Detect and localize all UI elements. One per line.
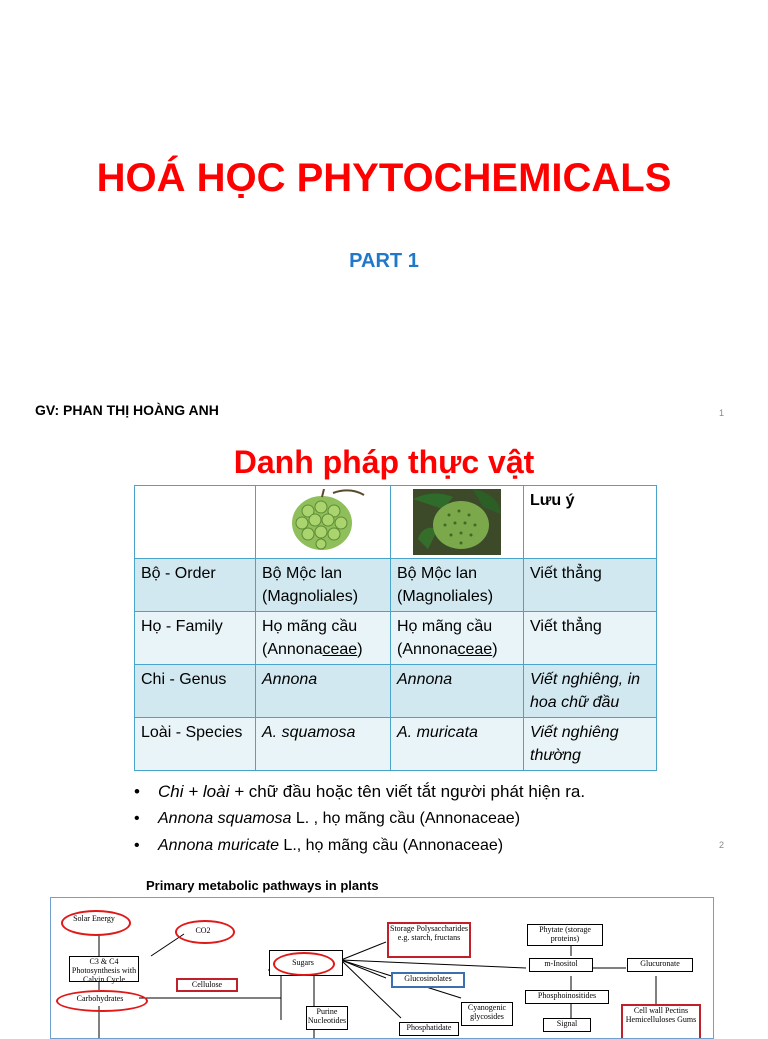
glucosinolates-box: Glucosinolates xyxy=(391,972,465,988)
slide-number: 1 xyxy=(718,408,724,418)
photosynthesis-box: C3 & C4 Photosynthesis with Calvin Cycle xyxy=(69,956,139,982)
teacher-name: GV: PHAN THỊ HOÀNG ANH xyxy=(35,402,219,418)
bullet-italic: Annona squamosa xyxy=(158,810,292,827)
phytate-box: Phytate (storage proteins) xyxy=(527,924,603,946)
table-cell: Viết nghiêng, in hoa chữ đầu xyxy=(524,665,657,718)
list-item: • Annona muricate L., họ mãng cầu (Annonaceae) xyxy=(134,837,504,854)
bullet-text: L., họ mãng cầu (Annonaceae) xyxy=(278,837,504,854)
sugar-apple-image xyxy=(278,489,368,551)
bullet-text: chữ đầu hoặc tên viết tắt người phát hiện ra. xyxy=(248,782,586,801)
phosphatidate-box: Phosphatidate xyxy=(399,1022,459,1036)
cell-text: ) xyxy=(357,641,363,658)
table-cell: Họ - Family xyxy=(135,612,256,665)
cellulose-box: Cellulose xyxy=(176,978,238,992)
table-header-note: Lưu ý xyxy=(524,486,657,559)
table-row xyxy=(135,718,657,771)
soursop-image xyxy=(413,489,501,555)
table-cell: Chi - Genus xyxy=(135,665,256,718)
list-item: • Chi + loài + chữ đầu hoặc tên viết tắt người phát hiện ra. xyxy=(134,782,586,801)
table-row xyxy=(135,665,657,718)
table-cell: Viết nghiêng thường xyxy=(524,718,657,771)
slide-3 xyxy=(0,864,768,1032)
table-cell xyxy=(135,486,256,559)
slide-subtitle: PART 1 xyxy=(349,250,419,272)
storage-polysaccharides-box: Storage Polysaccharides e.g. starch, fructans xyxy=(387,922,471,958)
slide-title: Danh pháp thực vật xyxy=(233,444,535,480)
bullet-list xyxy=(134,778,585,859)
phosphoinositides-box: Phosphoinositides xyxy=(525,990,609,1004)
table-row xyxy=(135,612,657,665)
table-cell: Bộ - Order xyxy=(135,559,256,612)
table-cell: Viết thẳng xyxy=(524,612,657,665)
table-cell: Bộ Mộc lan (Magnoliales) xyxy=(391,559,524,612)
table-cell: Annona xyxy=(256,665,391,718)
table-cell: Loài - Species xyxy=(135,718,256,771)
table-cell xyxy=(391,486,524,559)
table-cell: A. squamosa xyxy=(256,718,391,771)
sugars-label: Sugars xyxy=(292,958,314,967)
nomenclature-table xyxy=(134,485,657,771)
carbohydrates-label: Carbohydrates xyxy=(76,994,124,1003)
cell-wall-box: Cell wall Pectins Hemicelluloses Gums xyxy=(621,1004,701,1039)
slide-2 xyxy=(0,432,768,864)
slide-title: Primary metabolic pathways in plants xyxy=(146,878,379,893)
table-cell: Bộ Mộc lan (Magnoliales) xyxy=(256,559,391,612)
co2-label: CO2 xyxy=(195,926,211,935)
metabolic-pathway-diagram xyxy=(50,897,714,1039)
table-cell: Annona xyxy=(391,665,524,718)
cell-suffix-underlined: ceae xyxy=(322,641,358,658)
table-cell xyxy=(256,486,391,559)
bullet-italic: Chi + loài + xyxy=(158,782,249,801)
cyanogenic-glycosides-box: Cyanogenic glycosides xyxy=(461,1002,513,1026)
m-inositol-box: m-Inositol xyxy=(529,958,593,972)
cell-text: Họ mãng cầu (Annona xyxy=(262,618,358,658)
slide-number: 2 xyxy=(718,840,724,850)
bullet-text: L. , họ mãng cầu (Annonaceae) xyxy=(291,810,521,827)
solar-energy-label: Solar Energy xyxy=(73,914,115,923)
diagram-connectors xyxy=(51,898,713,1038)
signal-box: Signal xyxy=(543,1018,591,1032)
table-header-row xyxy=(135,486,657,559)
slide-1 xyxy=(0,0,768,432)
cell-text: Họ mãng cầu (Annona xyxy=(397,618,493,658)
table-cell xyxy=(256,612,391,665)
table-cell: Viết thẳng xyxy=(524,559,657,612)
slide-title: HOÁ HỌC PHYTOCHEMICALS xyxy=(96,156,672,200)
list-item: • Annona squamosa L. , họ mãng cầu (Annonaceae) xyxy=(134,810,521,827)
cell-text: ) xyxy=(492,641,498,658)
purine-nucleotides-box: Purine Nucleotides xyxy=(306,1006,348,1030)
glucuronate-box: Glucuronate xyxy=(627,958,693,972)
table-row xyxy=(135,559,657,612)
table-cell xyxy=(391,612,524,665)
table-cell: A. muricata xyxy=(391,718,524,771)
bullet-italic: Annona muricate xyxy=(158,837,279,854)
cell-suffix-underlined: ceae xyxy=(457,641,493,658)
